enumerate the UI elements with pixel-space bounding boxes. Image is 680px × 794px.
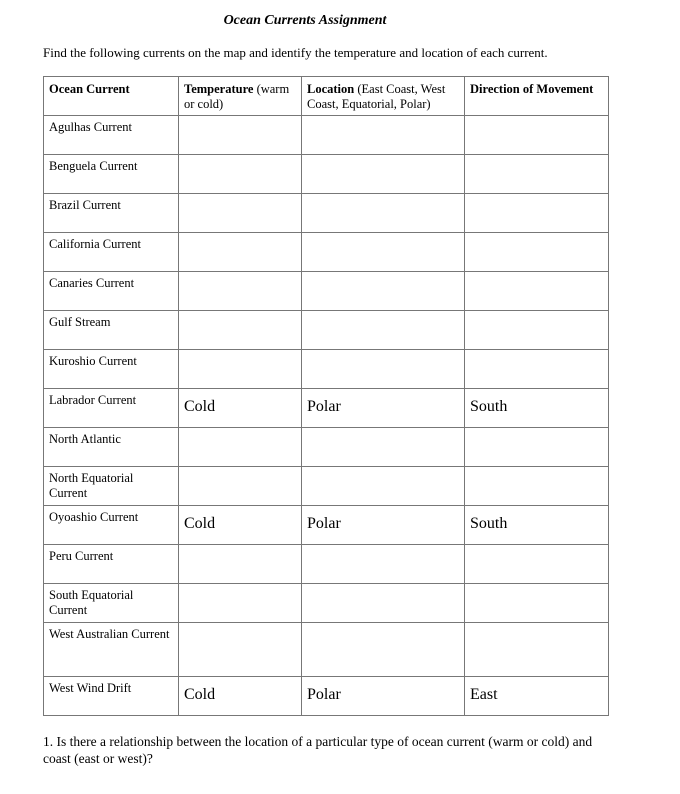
location-cell (302, 155, 465, 194)
direction-cell-text (470, 276, 603, 281)
direction-cell-text: South (470, 398, 508, 415)
location-cell (302, 623, 465, 677)
location-cell-text (307, 120, 459, 125)
current-name-cell (44, 584, 179, 623)
location-cell (302, 272, 465, 311)
direction-cell-text (470, 432, 603, 437)
current-name-cell-text: Kuroshio Current (49, 354, 137, 368)
direction-cell-text (470, 354, 603, 359)
current-name-cell-text: Labrador Current (49, 393, 137, 407)
current-name-cell (44, 677, 179, 716)
table-row (44, 194, 609, 233)
current-name-cell-text: South Equatorial Current (49, 588, 134, 617)
table-row (44, 272, 609, 311)
location-cell-text (307, 159, 459, 164)
location-cell-text: Polar (307, 398, 341, 415)
current-name-cell (44, 545, 179, 584)
direction-cell (465, 506, 609, 545)
current-name-cell (44, 506, 179, 545)
direction-cell-text (470, 120, 603, 125)
location-cell (302, 116, 465, 155)
current-name-cell (44, 350, 179, 389)
direction-cell (465, 389, 609, 428)
location-cell (302, 506, 465, 545)
current-name-cell-text: Gulf Stream (49, 315, 111, 329)
current-name-cell-text: California Current (49, 237, 141, 251)
temperature-cell-text: Cold (184, 515, 216, 532)
table-row (44, 545, 609, 584)
direction-cell (465, 116, 609, 155)
current-name-cell-text: North Equatorial Current (49, 471, 134, 500)
location-cell-text (307, 588, 459, 593)
direction-cell-text: South (470, 515, 508, 532)
header-direction: Direction of Movement (465, 77, 609, 116)
location-cell (302, 467, 465, 506)
location-cell-text (307, 315, 459, 320)
direction-cell (465, 155, 609, 194)
current-name-cell-text: North Atlantic (49, 432, 121, 446)
temperature-cell (179, 545, 302, 584)
direction-cell-text (470, 588, 603, 593)
question-1: 1. Is there a relationship between the location of a particular type of ocean current (warm or cold) and coast (east or west)? (43, 734, 593, 766)
direction-cell (465, 677, 609, 716)
direction-cell (465, 311, 609, 350)
current-name-cell-text: West Wind Drift (49, 681, 132, 695)
temperature-cell-text (184, 198, 296, 203)
temperature-cell (179, 272, 302, 311)
table-row (44, 428, 609, 467)
current-name-cell-text: Agulhas Current (49, 120, 132, 134)
direction-cell-text: East (470, 686, 498, 703)
direction-cell-text (470, 315, 603, 320)
temperature-cell (179, 467, 302, 506)
header-temperature: Temperature (warm or cold) (179, 77, 302, 116)
current-name-cell (44, 389, 179, 428)
direction-cell-text (470, 198, 603, 203)
location-cell-text (307, 432, 459, 437)
current-name-cell (44, 467, 179, 506)
direction-cell-text (470, 627, 603, 632)
direction-cell (465, 233, 609, 272)
table-row (44, 233, 609, 272)
temperature-cell-text (184, 237, 296, 242)
table-row (44, 389, 609, 428)
location-cell (302, 389, 465, 428)
table-row (44, 677, 609, 716)
direction-cell-text (470, 237, 603, 242)
location-cell (302, 584, 465, 623)
temperature-cell-text (184, 159, 296, 164)
header-ocean-current: Ocean Current (44, 77, 179, 116)
current-name-cell-text: Canaries Current (49, 276, 135, 290)
table-row (44, 155, 609, 194)
location-cell-text (307, 237, 459, 242)
temperature-cell-text (184, 354, 296, 359)
temperature-cell (179, 116, 302, 155)
table-row (44, 506, 609, 545)
location-cell (302, 428, 465, 467)
temperature-cell-text (184, 276, 296, 281)
current-name-cell-text: Peru Current (49, 549, 114, 563)
temperature-cell-text (184, 588, 296, 593)
temperature-cell (179, 155, 302, 194)
temperature-cell-text (184, 471, 296, 476)
location-cell-text (307, 471, 459, 476)
temperature-cell (179, 233, 302, 272)
location-cell-text (307, 276, 459, 281)
table-row (44, 311, 609, 350)
temperature-cell-text (184, 549, 296, 554)
table-header-row (44, 77, 609, 116)
current-name-cell (44, 155, 179, 194)
direction-cell (465, 350, 609, 389)
current-name-cell-text: Benguela Current (49, 159, 138, 173)
temperature-cell (179, 389, 302, 428)
location-cell-text (307, 549, 459, 554)
header-location: Location (East Coast, West Coast, Equatorial, Polar) (302, 77, 465, 116)
current-name-cell (44, 623, 179, 677)
location-cell-text (307, 354, 459, 359)
direction-cell (465, 623, 609, 677)
location-cell (302, 677, 465, 716)
current-name-cell (44, 233, 179, 272)
direction-cell-text (470, 471, 603, 476)
temperature-cell (179, 194, 302, 233)
temperature-cell (179, 506, 302, 545)
direction-cell (465, 584, 609, 623)
location-cell-text (307, 198, 459, 203)
ocean-currents-table (43, 76, 609, 716)
table-row (44, 584, 609, 623)
temperature-cell (179, 311, 302, 350)
table-row (44, 116, 609, 155)
temperature-cell (179, 677, 302, 716)
instructions-text: Find the following currents on the map and identify the temperature and location of each current. (43, 45, 548, 60)
location-cell-text (307, 627, 459, 632)
direction-cell (465, 545, 609, 584)
table-row (44, 467, 609, 506)
direction-cell (465, 428, 609, 467)
temperature-cell-text: Cold (184, 686, 216, 703)
temperature-cell (179, 350, 302, 389)
direction-cell-text (470, 159, 603, 164)
current-name-cell (44, 116, 179, 155)
direction-cell-text (470, 549, 603, 554)
temperature-cell-text (184, 315, 296, 320)
location-cell (302, 311, 465, 350)
location-cell (302, 194, 465, 233)
temperature-cell-text (184, 120, 296, 125)
temperature-cell (179, 584, 302, 623)
current-name-cell-text: West Australian Current (49, 627, 170, 641)
current-name-cell-text: Brazil Current (49, 198, 121, 212)
current-name-cell (44, 194, 179, 233)
direction-cell (465, 467, 609, 506)
current-name-cell-text: Oyoashio Current (49, 510, 139, 524)
temperature-cell-text (184, 627, 296, 632)
table-row (44, 350, 609, 389)
current-name-cell (44, 272, 179, 311)
location-cell-text: Polar (307, 686, 341, 703)
location-cell (302, 233, 465, 272)
direction-cell (465, 272, 609, 311)
temperature-cell (179, 623, 302, 677)
temperature-cell-text (184, 432, 296, 437)
temperature-cell-text: Cold (184, 398, 216, 415)
current-name-cell (44, 311, 179, 350)
temperature-cell (179, 428, 302, 467)
location-cell (302, 350, 465, 389)
current-name-cell (44, 428, 179, 467)
location-cell (302, 545, 465, 584)
direction-cell (465, 194, 609, 233)
location-cell-text: Polar (307, 515, 341, 532)
page-title: Ocean Currents Assignment (223, 13, 387, 28)
table-row (44, 623, 609, 677)
